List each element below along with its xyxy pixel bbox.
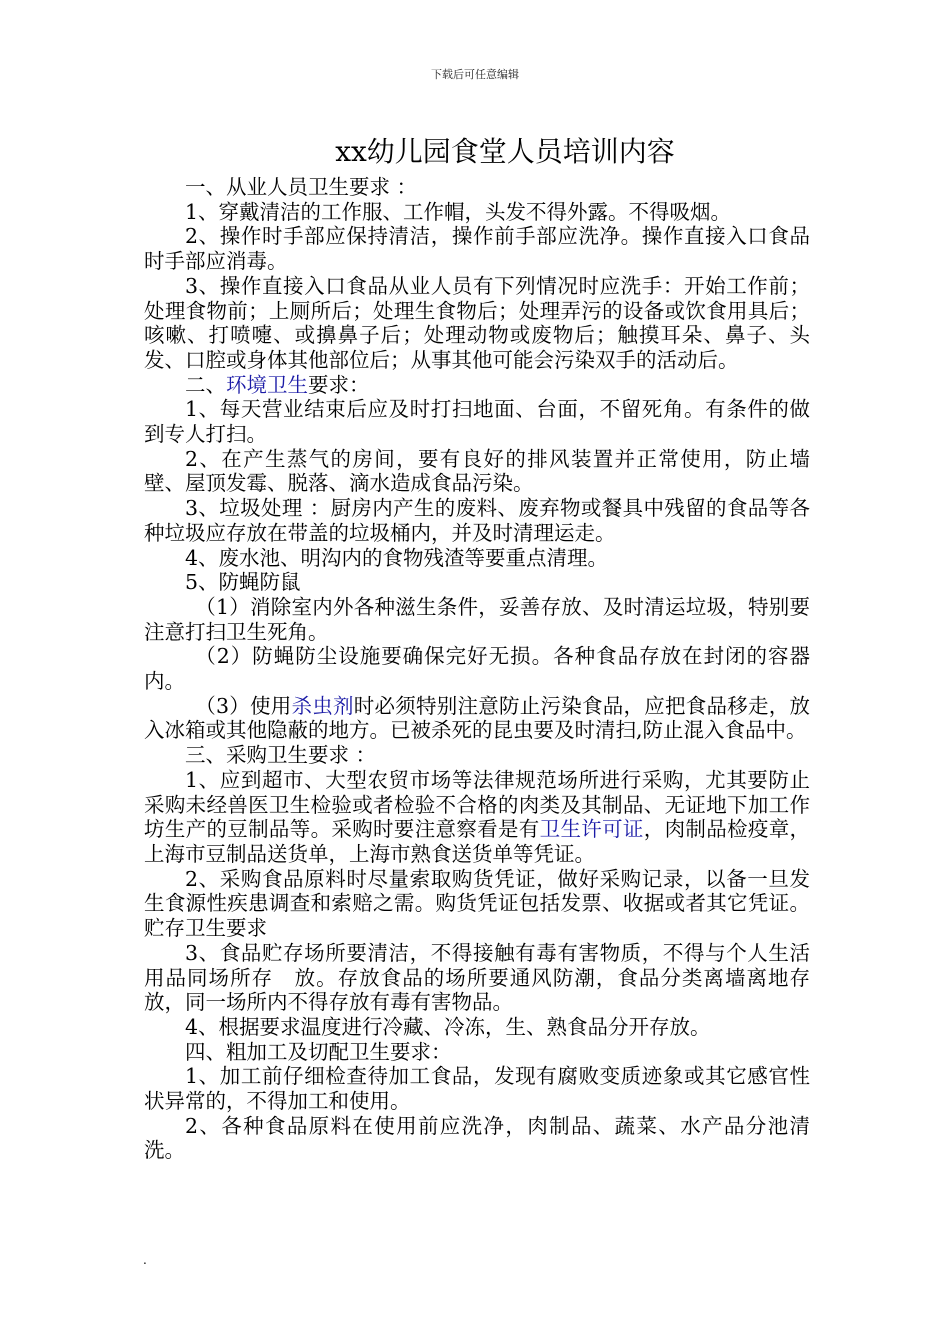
paragraph-text-pre: （3）使用 <box>195 693 292 718</box>
paragraph: 一、从业人员卫生要求 ： <box>185 175 418 199</box>
page-header-note: 下载后可任意编辑 <box>431 68 519 81</box>
paragraph: （2）防蝇防尘设施要确保完好无损。各种食品存放在封闭的容器内。 <box>144 644 810 694</box>
page-title: xx幼儿园食堂人员培训内容 <box>335 135 675 168</box>
paragraph: 1、每天营业结束后应及时打扫地面、台面，不留死角。有条件的做到专人打扫。 <box>144 397 810 447</box>
paragraph: 2、各种食品原料在使用前应洗净，肉制品、蔬菜、水产品分池清洗。 <box>144 1113 810 1163</box>
paragraph: 3、操作直接入口食品从业人员有下列情况时应洗手：开始工作前；处理食物前；上厕所后；处理生食物后；处理弄污的设备或饮食用具后；咳嗽、打喷嚏、或擤鼻子后；处理动物或废物后；触摸耳朵、鼻子、头发、口腔或身体其他部位后；从事其他可能会污染双手的活动后。 <box>144 273 810 372</box>
paragraph <box>144 768 810 867</box>
paragraph: 四、粗加工及切配卫生要求： <box>185 1039 452 1064</box>
paragraph-text-pre: 1、应到超市、大型农贸市场等法律规范场所进行采购，尤其要防止采购未经兽医卫生检验或者检验不合格的肉类及其制品、无证地下加工作坊生产的豆制品等。采购时要注意察看是有 <box>144 767 810 842</box>
paragraph-text-post: ，肉制品检疫章，上海市豆制品送货单，上海市熟食送货单等凭证。 <box>144 817 811 866</box>
paragraph-text-post: 时必须特别注意防止污染食品，应把食品移走，放入冰箱或其他隐蔽的地方。已被杀死的昆虫要及时清扫,防止混入食品中。 <box>144 693 811 743</box>
paragraph: 3、食品贮存场所要清洁，不得接触有毒有害物质，不得与个人生活用品同场所存 放。存放食品的场所要通风防潮，食品分类离墙离地存 放，同一场所内不得存放有毒有害物品。 <box>144 940 810 1015</box>
paragraph <box>144 373 810 398</box>
paragraph: 1、穿戴清洁的工作服、工作帽，头发不得外露。不得吸烟。 <box>185 199 732 224</box>
paragraph: 1、加工前仔细检查待加工食品，发现有腐败变质迹象或其它感官性状异常的，不得加工和使用。 <box>144 1064 810 1114</box>
paragraph: 2、采购食品原料时尽量索取购货凭证，做好采购记录，以备一旦发生食源性疾患调查和索赔之需。购货凭证包括发票、收据或者其它凭证。 贮存卫生要求 <box>144 866 810 941</box>
paragraph: （1）消除室内外各种滋生条件，妥善存放、及时清运垃圾，特别要注意打扫卫生死角。 <box>144 594 810 644</box>
paragraph-text-pre: 二、 <box>185 372 226 397</box>
document-body <box>144 175 810 1163</box>
paragraph: 3、垃圾处理 ：厨房内产生的废料、废弃物或餐具中残留的食品等各种垃圾应存放在带盖的垃圾桶内，并及时清理运走。 <box>144 496 810 545</box>
paragraph-text-post: 要求： <box>308 372 370 397</box>
paragraph: 三、采购卫生要求 ： <box>185 743 377 768</box>
paragraph: 5、防蝇防鼠 <box>185 570 301 595</box>
paragraph: 4、根据要求温度进行冷藏、冷冻，生、熟食品分开存放。 <box>185 1014 711 1039</box>
paragraph <box>144 694 810 743</box>
inline-link[interactable]: 杀虫剂 <box>291 693 354 718</box>
paragraph: 4、废水池、明沟内的食物残渣等要重点清理。 <box>185 545 609 570</box>
footer-mark: . <box>143 1253 147 1267</box>
inline-link[interactable]: 卫生许可证 <box>539 817 644 842</box>
paragraph: 2、操作时手部应保持清洁，操作前手部应洗净。操作直接入口食品时手部应消毒。 <box>144 224 810 274</box>
inline-link[interactable]: 环境卫生 <box>226 372 308 397</box>
paragraph: 2、在产生蒸气的房间，要有良好的排风装置并正常使用，防止墙壁、屋顶发霉、脱落、滴水造成食品污染。 <box>144 446 810 496</box>
